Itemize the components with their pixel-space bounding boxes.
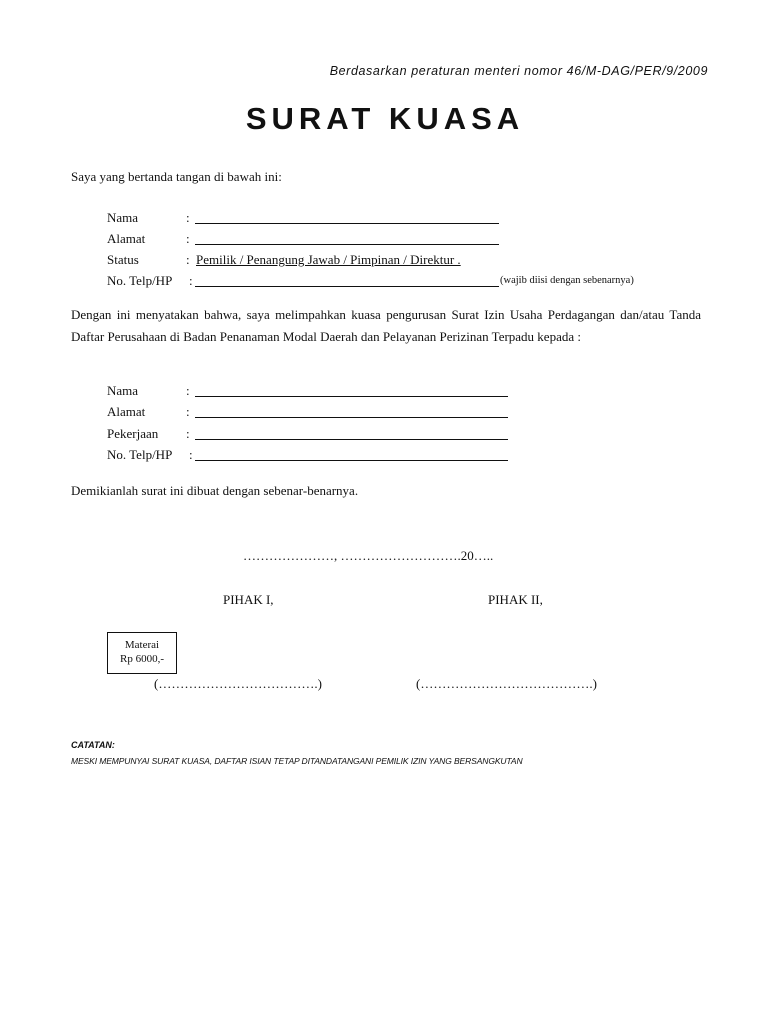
party-one-label: PIHAK I, [223,592,274,607]
grantor-telp-blank [195,286,499,287]
party-two-label: PIHAK II, [488,592,543,607]
grantee-nama-blank [195,396,508,397]
grantee-nama-label: Nama [107,383,139,398]
grantee-telp-label: No. Telp/HP [107,447,173,462]
grantee-alamat-blank [195,417,508,418]
grantor-alamat-label: Alamat [107,231,146,246]
document-title: SURAT KUASA [245,101,525,136]
grantee-pekerjaan-blank [195,439,508,440]
grantee-telp-colon: : [189,447,193,462]
grantor-nama-blank [195,223,499,224]
regulation-reference: Berdasarkan peraturan menteri nomor 46/M-DAG/PER/9/2009 [329,64,708,78]
grantor-telp-label: No. Telp/HP [107,273,173,288]
grantor-nama-colon: : [186,210,190,225]
grantor-telp-note: (wajib diisi dengan sebenarnya) [500,275,634,286]
grantor-status-label: Status [107,252,139,267]
grantee-telp-blank [195,460,508,461]
stamp-box [107,632,177,674]
grantor-alamat-blank [195,244,499,245]
grantee-alamat-label: Alamat [107,404,146,419]
grantor-telp-colon: : [189,273,193,288]
note-text: MESKI MEMPUNYAI SURAT KUASA, DAFTAR ISIAN TETAP DITANDATANGANI PEMILIK IZIN YANG BERSANGKUTAN [71,756,523,766]
place-date-line: …………………, ……………………….20….. [243,548,494,563]
intro-text: Saya yang bertanda tangan di bawah ini: [71,169,282,184]
closing-text: Demikianlah surat ini dibuat dengan sebenar-benarnya. [71,483,359,498]
grantor-status-colon: : [186,252,190,267]
grantee-alamat-colon: : [186,404,190,419]
statement-paragraph: Dengan ini menyatakan bahwa, saya melimpahkan kuasa pengurusan Surat Izin Usaha Perdagangan dan/atau Tanda Daftar Perusahaan di Badan Penanaman Modal Daerah dan Pelayanan Perizinan Terpadu kepada : [71,307,701,344]
signature-party-one: (……………………………….) [154,676,322,691]
signature-party-two: (………………………………….) [416,676,597,691]
grantee-pekerjaan-label: Pekerjaan [107,426,159,441]
stamp-amount: Rp 6000,- [120,653,164,665]
grantee-pekerjaan-colon: : [186,426,190,441]
grantor-status-value: Pemilik / Penangung Jawab / Pimpinan / Direktur . [196,252,461,267]
note-heading: CATATAN: [71,740,115,750]
grantor-alamat-colon: : [186,231,190,246]
grantor-nama-label: Nama [107,210,139,225]
grantee-nama-colon: : [186,383,190,398]
stamp-label: Materai [124,639,160,651]
